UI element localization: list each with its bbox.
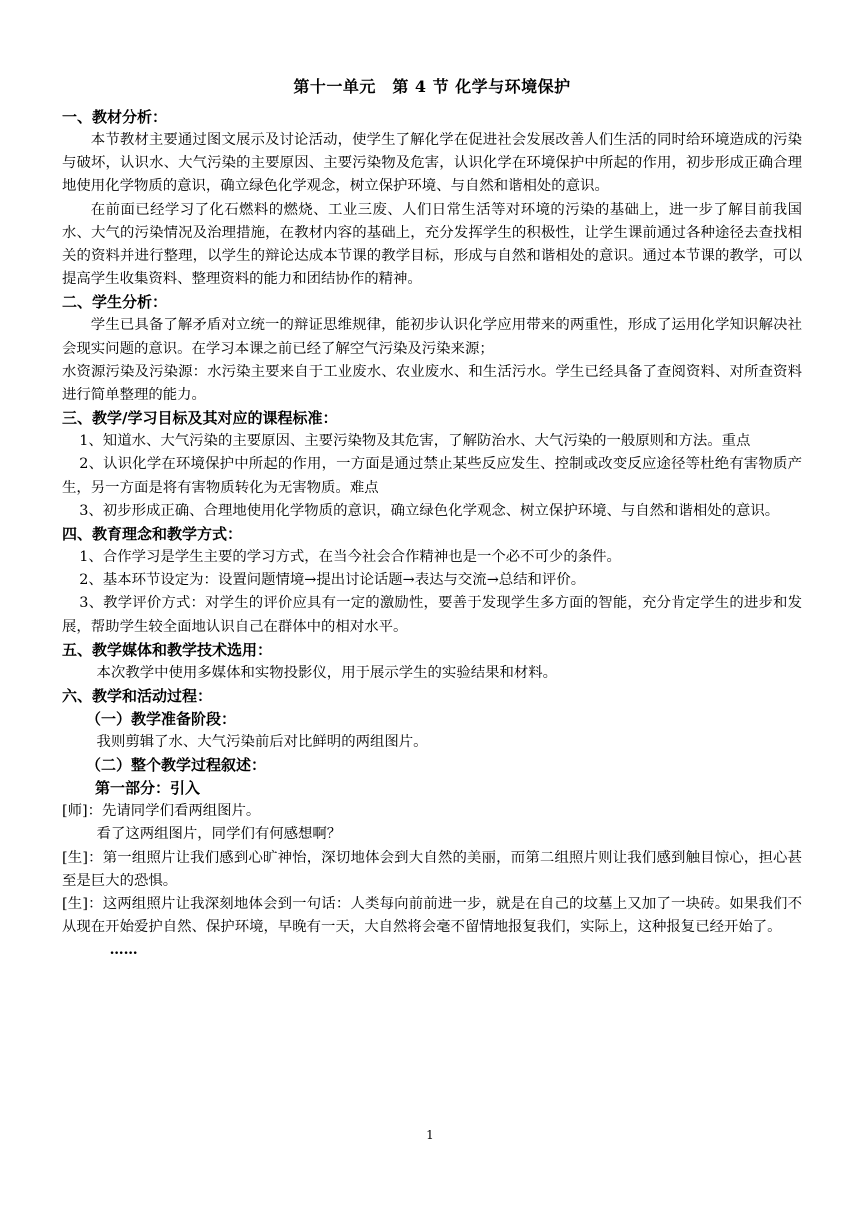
paragraph: 本节教材主要通过图文展示及讨论活动，使学生了解化学在促进社会发展改善人们生活的同时给环境造成的污染与破坏，认识水、大气污染的主要原因、主要污染物及危害，认识化学在环境保护中所起的作用，初步形成正确合理地使用化学物质的意识，确立绿色化学观念，树立保护环境、与自然和谐相处的意识。 — [62, 132, 802, 195]
list-item: 1、合作学习是学生主要的学习方式，在当今社会合作精神也是一个必不可少的条件。 — [79, 549, 621, 566]
dialogue-line: [生]：第一组照片让我们感到心旷神怡，深切地体会到大自然的美丽，而第二组照片则让我们感到触目惊心，担心甚至是巨大的恐惧。 — [62, 849, 802, 889]
section-heading-objectives: 三、教学/学习目标及其对应的课程标准： — [62, 409, 338, 428]
dialogue-line: [师]：先请同学们看两组图片。 — [62, 803, 261, 820]
section-heading-process: 六、教学和活动过程： — [62, 687, 213, 706]
paragraph: 水资源污染及污染源：水污染主要来自于工业废水、农业废水、和生活污水。学生已经具备了查阅资料、对所查资料进行简单整理的能力。 — [62, 363, 802, 404]
paragraph: 我则剪辑了水、大气污染前后对比鲜明的两组图片。 — [96, 734, 428, 751]
section-heading-methods: 四、教育理念和教学方式： — [62, 525, 243, 544]
ellipsis: …… — [109, 942, 138, 959]
paragraph: 在前面已经学习了化石燃料的燃烧、工业三废、人们日常生活等对环境的污染的基础上，进一步了解目前我国水、大气的污染情况及治理措施，在教材内容的基础上，充分发挥学生的积极性，让学生课前通过各种途径去查找相关的资料并进行整理，以学生的辩论达成本节课的教学目标，形成与自然和谐相处的意识。通过本节课的教学，可以提高学生收集资料、整理资料的能力和团结协作的精神。 — [62, 201, 802, 288]
page-number: 1 — [426, 1128, 434, 1142]
page-title: 第十一单元 第 4 节 化学与环境保护 — [293, 77, 571, 96]
subsection-heading-narrative: （二）整个教学过程叙述： — [86, 756, 267, 775]
document-page — [62, 70, 802, 961]
part-heading-intro: 第一部分：引入 — [95, 779, 201, 798]
section-heading-media: 五、教学媒体和教学技术选用： — [62, 640, 273, 659]
paragraph: 本次教学中使用多媒体和实物投影仪，用于展示学生的实验结果和材料。 — [96, 664, 558, 681]
section-heading-analysis: 一、教材分析： — [62, 108, 168, 126]
list-item: 3、教学评价方式：对学生的评价应具有一定的激励性，要善于发现学生多方面的智能，充分肯定学生的进步和发展，帮助学生较全面地认识自己在群体中的相对水平。 — [62, 595, 802, 635]
list-item: 2、认识化学在环境保护中所起的作用，一方面是通过禁止某些反应发生、控制或改变反应途径等杜绝有害物质产生，另一方面是将有害物质转化为无害物质。难点 — [62, 456, 802, 496]
dialogue-line: 看了这两组图片，同学们有何感想啊？ — [96, 826, 342, 843]
section-heading-students: 二、学生分析： — [62, 293, 168, 312]
list-item: 1、知道水、大气污染的主要原因、主要污染物及其危害，了解防治水、大气污染的一般原则和方法。重点 — [79, 433, 751, 450]
list-item: 3、初步形成正确、合理地使用化学物质的意识，确立绿色化学观念、树立保护环境、与自然和谐相处的意识。 — [79, 502, 780, 519]
subsection-heading-preparation: （一）教学准备阶段： — [86, 710, 237, 729]
paragraph: 学生已具备了解矛盾对立统一的辩证思维规律，能初步认识化学应用带来的两重性，形成了运用化学知识解决社会现实问题的意识。在学习本课之前已经了解空气污染及污染来源； — [62, 317, 802, 357]
list-item: 2、基本环节设定为：设置问题情境→提出讨论话题→表达与交流→总结和评价。 — [79, 572, 586, 589]
dialogue-line: [生]：这两组照片让我深刻地体会到一句话：人类每向前前进一步，就是在自己的坟墓上又加了一块砖。如果我们不从现在开始爱护自然、保护环境，早晚有一天，大自然将会毫不留情地报复我们，实际上，这种报复已经开始了。 — [62, 896, 802, 936]
